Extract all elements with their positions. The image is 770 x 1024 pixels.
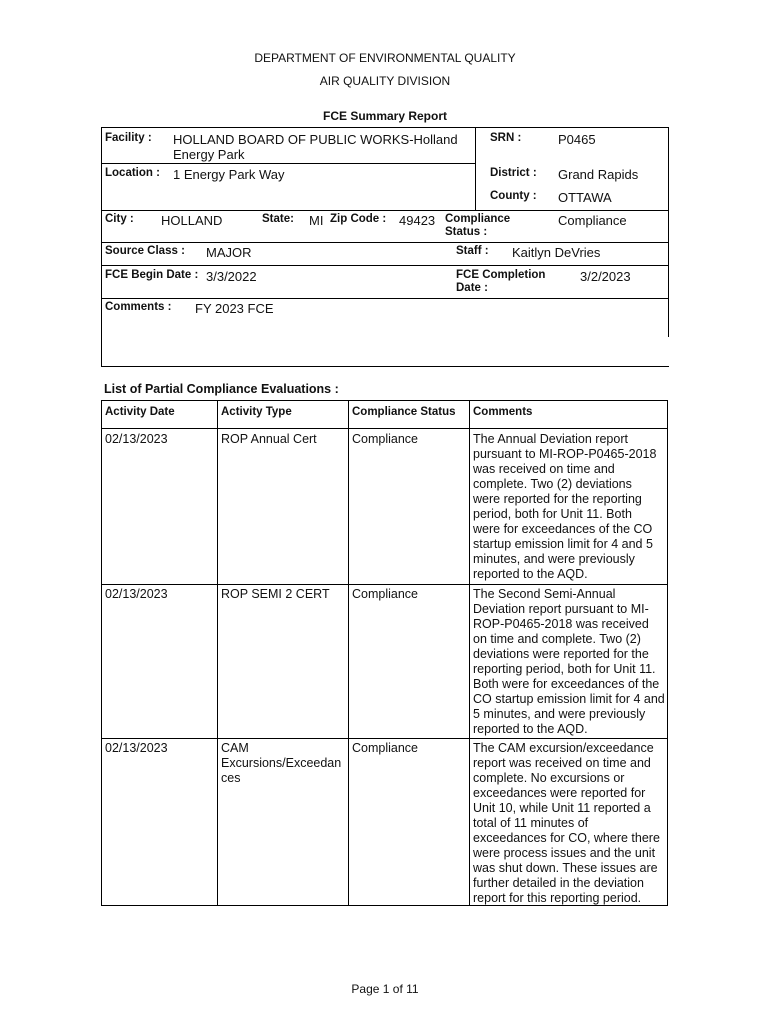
table-row — [101, 432, 668, 584]
comment-line: minutes, and were previously — [473, 552, 635, 566]
pce-col-header-comments: Comments — [473, 406, 533, 418]
comment-line: complete. Two (2) deviations — [473, 477, 632, 491]
summary-top-border — [101, 127, 669, 128]
row-date: 02/13/2023 — [105, 432, 168, 446]
summary-divider-facility — [101, 163, 475, 164]
summary-bottom-border — [101, 366, 669, 367]
comment-line: were process issues and the unit — [473, 846, 656, 860]
srn-label: SRN : — [490, 132, 522, 144]
row-comment — [473, 587, 667, 737]
comment-line: Deviation report pursuant to MI- — [473, 602, 649, 616]
row-status: Compliance — [352, 587, 419, 601]
summary-right-border — [668, 127, 669, 337]
pce-col-header-compliance-status: Compliance Status — [352, 406, 456, 418]
source-class-value: MAJOR — [206, 245, 252, 260]
department-title: DEPARTMENT OF ENVIRONMENTAL QUALITY — [254, 51, 516, 65]
pce-col-header-activity-date: Activity Date — [105, 406, 175, 418]
fce-completion-label-1: FCE Completion — [456, 269, 546, 281]
district-value: Grand Rapids — [558, 167, 639, 182]
row-divider — [101, 584, 668, 585]
comment-line: Unit 10, while Unit 11 reported a — [473, 801, 651, 815]
pce-rows — [101, 400, 668, 906]
comment-line: ROP-P0465-2018 was received — [473, 617, 649, 631]
staff-label: Staff : — [456, 245, 489, 257]
comment-line: exceedances were reported for — [473, 786, 646, 800]
compliance-status-label-2: Status : — [445, 226, 488, 238]
summary-divider-location — [101, 210, 668, 211]
comment-line: The Second Semi-Annual — [473, 587, 616, 601]
comment-line: report for this reporting period. — [473, 891, 642, 905]
row-type — [221, 741, 347, 786]
comment-line: on time and complete. Two (2) — [473, 632, 641, 646]
county-label: County : — [490, 190, 537, 202]
comment-line: exceedances for CO, where there — [473, 831, 660, 845]
comment-line: reporting period, both for Unit 11. — [473, 662, 656, 676]
row-type: ROP Annual Cert — [221, 432, 317, 446]
table-row — [101, 587, 668, 737]
location-value: 1 Energy Park Way — [173, 167, 285, 182]
comment-line: startup emission limit for 4 and 5 — [473, 537, 653, 551]
facility-name-line1: HOLLAND BOARD OF PUBLIC WORKS-Holland — [173, 132, 458, 147]
comment-line: report was received on time and — [473, 756, 651, 770]
comment-line: deviations were reported for the — [473, 647, 649, 661]
pce-col-header-activity-type: Activity Type — [221, 406, 292, 418]
staff-value: Kaitlyn DeVries — [512, 245, 601, 260]
row-status: Compliance — [352, 432, 419, 446]
comment-line: reported to the AQD. — [473, 567, 588, 581]
pce-section-title: List of Partial Compliance Evaluations : — [104, 382, 339, 396]
summary-mid-divider — [475, 127, 476, 210]
fce-begin-label: FCE Begin Date : — [105, 269, 199, 281]
comment-line: was shut down. These issues are — [473, 861, 658, 875]
city-label: City : — [105, 213, 134, 225]
table-row — [101, 741, 668, 905]
comment-line: CO startup emission limit for 4 and — [473, 692, 665, 706]
comment-line: were for exceedances of the CO — [473, 522, 653, 536]
page-number: Page 1 of 11 — [351, 982, 419, 996]
type-line: ces — [221, 771, 241, 785]
report-title: FCE Summary Report — [322, 109, 448, 123]
division-title: AIR QUALITY DIVISION — [319, 74, 451, 88]
comment-line: complete. No excursions or — [473, 771, 625, 785]
comment-line: further detailed in the deviation — [473, 876, 644, 890]
county-value: OTTAWA — [558, 190, 612, 205]
row-comment — [473, 432, 667, 582]
facility-name-line2: Energy Park — [173, 147, 245, 162]
comment-line: reported to the AQD. — [473, 722, 588, 736]
state-label: State: — [262, 213, 294, 225]
fce-completion-value: 3/2/2023 — [580, 269, 631, 284]
comments-value: FY 2023 FCE — [195, 301, 274, 316]
row-type: ROP SEMI 2 CERT — [221, 587, 330, 601]
compliance-status-value: Compliance — [558, 213, 627, 228]
summary-divider-source — [101, 265, 668, 266]
comment-line: The CAM excursion/exceedance — [473, 741, 654, 755]
comment-line: were reported for the reporting — [473, 492, 642, 506]
comment-line: total of 11 minutes of — [473, 816, 589, 830]
summary-divider-fce — [101, 298, 668, 299]
district-label: District : — [490, 167, 537, 179]
city-value: HOLLAND — [161, 213, 223, 228]
comment-line: The Annual Deviation report — [473, 432, 628, 446]
row-date: 02/13/2023 — [105, 587, 168, 601]
zip-value: 49423 — [399, 213, 436, 228]
type-line: Excursions/Exceedan — [221, 756, 342, 770]
comment-line: pursuant to MI-ROP-P0465-2018 — [473, 447, 657, 461]
row-date: 02/13/2023 — [105, 741, 168, 755]
srn-value: P0465 — [558, 132, 596, 147]
comment-line: period, both for Unit 11. Both — [473, 507, 632, 521]
comment-line: Both were for exceedances of the — [473, 677, 660, 691]
fce-begin-value: 3/3/2022 — [206, 269, 257, 284]
row-comment — [473, 741, 667, 906]
location-label: Location : — [105, 167, 160, 179]
facility-label: Facility : — [105, 132, 152, 144]
type-line: CAM — [221, 741, 249, 755]
comment-line: 5 minutes, and were previously — [473, 707, 646, 721]
summary-divider-city — [101, 242, 668, 243]
fce-completion-label-2: Date : — [456, 282, 488, 294]
row-status: Compliance — [352, 741, 419, 755]
comments-label: Comments : — [105, 301, 172, 313]
compliance-status-label-1: Compliance — [445, 213, 511, 225]
source-class-label: Source Class : — [105, 245, 185, 257]
state-value: MI — [309, 213, 324, 228]
comment-line: was received on time and — [473, 462, 615, 476]
zip-label: Zip Code : — [330, 213, 387, 225]
row-divider — [101, 738, 668, 739]
